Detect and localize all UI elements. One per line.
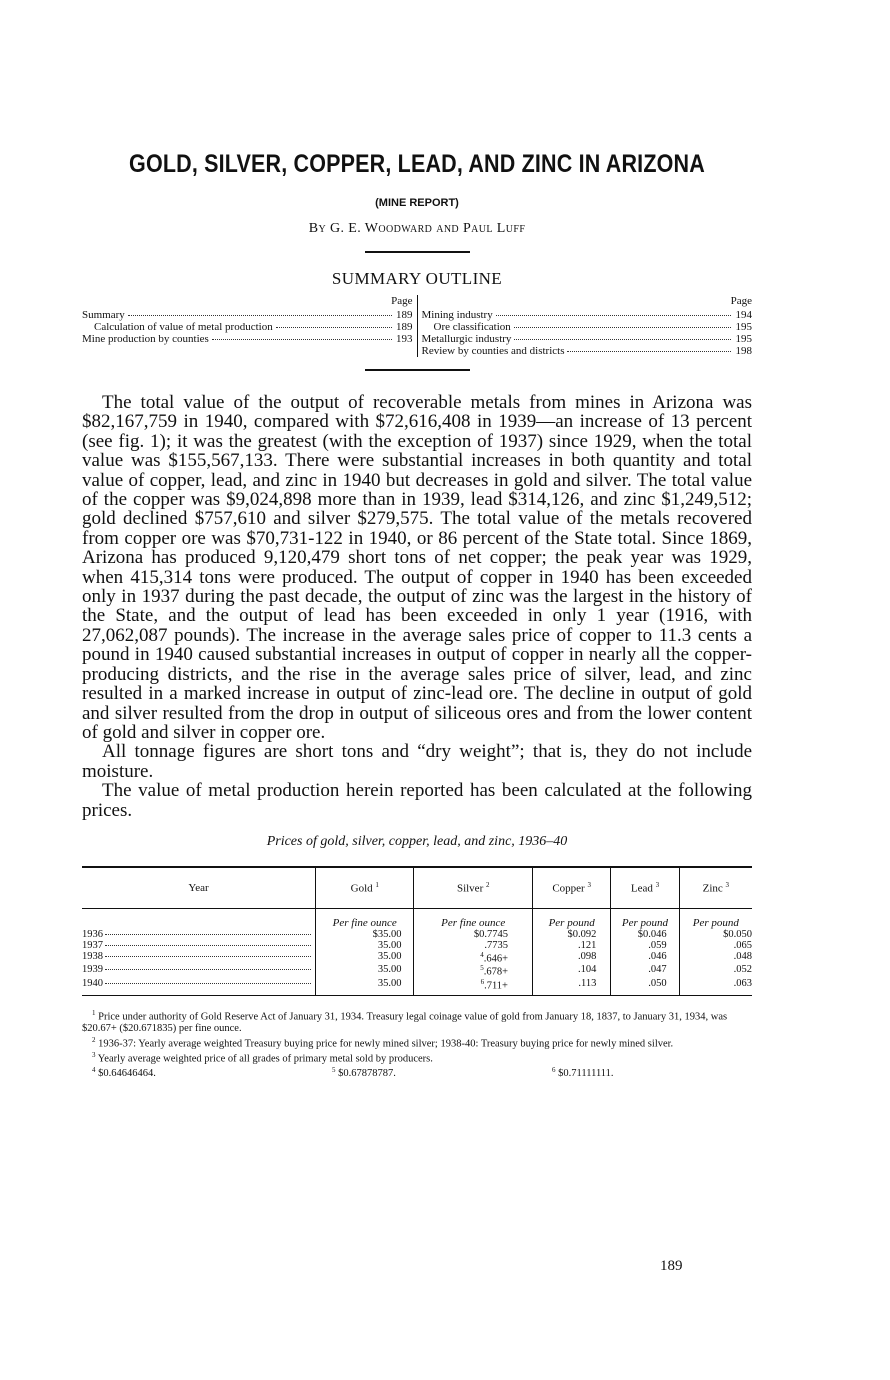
footnote-mark: 5 bbox=[332, 1065, 336, 1074]
table-header-row bbox=[82, 867, 752, 909]
dot-leader bbox=[128, 315, 392, 316]
dot-leader bbox=[567, 351, 731, 352]
table-row bbox=[82, 978, 752, 996]
dot-leader bbox=[276, 327, 392, 328]
page bbox=[82, 150, 752, 1080]
outline-item bbox=[422, 309, 753, 321]
copper-cell: $0.092 bbox=[532, 929, 610, 940]
year-cell bbox=[82, 951, 316, 965]
year-label bbox=[82, 978, 311, 989]
gold-cell: $35.00 bbox=[316, 929, 414, 940]
dot-leader bbox=[514, 339, 731, 340]
footnote-mark: 3 bbox=[587, 881, 591, 890]
zinc-cell: .063 bbox=[679, 978, 752, 996]
outline-item-page: 195 bbox=[735, 333, 752, 345]
column-header bbox=[679, 867, 752, 909]
year-cell bbox=[82, 940, 316, 951]
zinc-cell: $0.050 bbox=[679, 929, 752, 940]
column-header-label: Year bbox=[188, 881, 209, 894]
footnote-mark: 1 bbox=[92, 1009, 96, 1018]
prices-table bbox=[82, 866, 752, 997]
silver-value: .711+ bbox=[484, 980, 508, 992]
table-cell bbox=[82, 908, 316, 929]
dot-leader bbox=[105, 969, 311, 970]
silver-cell bbox=[414, 940, 533, 951]
column-header-label: Copper bbox=[552, 882, 585, 895]
gold-cell: 35.00 bbox=[316, 978, 414, 996]
outline-right-column bbox=[418, 295, 753, 357]
year-text: 1936 bbox=[82, 928, 103, 940]
footnote-text: $0.64646464. bbox=[98, 1068, 156, 1080]
paragraph: All tonnage figures are short tons and “dry weight”; that is, they do not include moisture. bbox=[82, 741, 752, 782]
outline-left-column bbox=[82, 295, 418, 357]
footnote-mark: 3 bbox=[725, 881, 730, 890]
year-text: 1939 bbox=[82, 964, 103, 976]
body-text bbox=[82, 393, 752, 820]
silver-value: .646+ bbox=[483, 953, 508, 965]
dot-leader bbox=[105, 945, 311, 946]
outline-item bbox=[82, 333, 413, 345]
table-row bbox=[82, 929, 752, 940]
page-column-label: Page bbox=[391, 295, 413, 307]
year-label bbox=[82, 940, 311, 951]
unit-cell: Per fine ounce bbox=[414, 908, 533, 929]
year-cell bbox=[82, 964, 316, 978]
footnote bbox=[82, 1035, 752, 1050]
dot-leader bbox=[105, 956, 311, 957]
unit-cell: Per pound bbox=[532, 908, 610, 929]
footnote-mark: 2 bbox=[485, 881, 490, 890]
silver-value: .678+ bbox=[483, 966, 508, 978]
outline-item-page: 194 bbox=[735, 309, 752, 321]
divider bbox=[365, 251, 470, 253]
column-header-label: Zinc bbox=[702, 882, 723, 895]
footnote-text: Price under authority of Gold Reserve Act of January 31, 1934. Treasury legal coinage value of gold from January 18, 1837, to January 31, 1934, was $20.67+ ($20.671835) per fine ounce. bbox=[82, 1011, 728, 1035]
year-text: 1940 bbox=[82, 977, 103, 989]
footnote-mark: 2 bbox=[92, 1035, 96, 1044]
outline-heading: SUMMARY OUTLINE bbox=[331, 269, 503, 288]
footnote bbox=[332, 1065, 552, 1080]
column-header-label: Lead bbox=[630, 882, 653, 895]
copper-cell: .098 bbox=[532, 951, 610, 965]
paragraph: The value of metal production herein reported has been calculated at the following prices. bbox=[82, 780, 752, 821]
column-header bbox=[316, 867, 414, 909]
outline-item bbox=[422, 345, 753, 357]
footnote-mark: 1 bbox=[375, 881, 379, 890]
footnote-mark: 4 bbox=[92, 1065, 96, 1074]
footnote-mark: 3 bbox=[92, 1050, 96, 1059]
year-label bbox=[82, 964, 311, 975]
unit-cell: Per pound bbox=[611, 908, 679, 929]
outline-item-label: Mining industry bbox=[421, 309, 493, 321]
year-label bbox=[82, 929, 311, 940]
silver-value: .7735 bbox=[484, 939, 508, 951]
gold-cell: 35.00 bbox=[316, 940, 414, 951]
unit-cell: Per fine ounce bbox=[316, 908, 414, 929]
outline-item-label: Review by counties and districts bbox=[421, 345, 565, 357]
subtitle: (MINE REPORT) bbox=[375, 197, 459, 209]
lead-cell: .046 bbox=[611, 951, 679, 965]
outline-item bbox=[422, 333, 753, 345]
outline-item-label: Calculation of value of metal production bbox=[94, 321, 273, 333]
column-header bbox=[414, 867, 533, 909]
outline-item bbox=[422, 321, 753, 333]
footnotes bbox=[82, 1008, 752, 1080]
footnote-text: 1936-37: Yearly average weighted Treasury buying price for newly mined silver; 1938-40: Treasury buying price for newly mined silver. bbox=[98, 1038, 674, 1050]
column-header-label: Silver bbox=[456, 882, 484, 895]
dot-leader bbox=[105, 934, 311, 935]
copper-cell: .113 bbox=[532, 978, 610, 996]
silver-cell bbox=[414, 978, 533, 996]
paragraph: The total value of the output of recoverable metals from mines in Arizona was $82,167,759 in 1940, compared with $72,616,408 in 1939—an increase of 13 percent (see fig. 1); it was the greatest (with the exception of 1937) since 1929, when the total value was $155,567,133. There were substantial increases in both quantity and total value of copper, lead, and zinc in 1940 but decreases in gold and silver. The total value of the copper was $9,024,898 more than in 1939, lead $314,126, and zinc $1,249,512; gold declined $757,610 and silver $279,575. The total value of the metals recovered from copper ore was $70,731-122 in 1940, or 86 percent of the State total. Since 1869, Arizona has produced 9,120,479 short tons of net copper; the peak year was 1929, when 415,314 tons were produced. The output of copper in 1940 has been exceeded only in 1937 during the past decade, the output of zinc was the largest in the history of the State, and the output of lead has been exceeded in only 1 year (1916, with 27,062,087 pounds). The increase in the average sales price of copper to 11.3 cents a pound in 1940 caused substantial increases in output of copper in nearly all the copper-producing districts, and the rise in the average sales price of silver, lead, and zinc resulted in a marked increase in output of zinc-lead ore. The decline in output of gold and silver resulted from the drop in output of siliceous ores and from the lower content of gold and silver in copper ore. bbox=[82, 392, 752, 743]
lead-cell: .059 bbox=[611, 940, 679, 951]
copper-cell: .104 bbox=[532, 964, 610, 978]
summary-outline bbox=[82, 295, 752, 357]
dot-leader bbox=[212, 339, 392, 340]
page-column-label: Page bbox=[730, 295, 752, 307]
footnote-mark: 4 bbox=[480, 950, 484, 959]
table-row bbox=[82, 951, 752, 965]
footnote-mark: 6 bbox=[552, 1065, 556, 1074]
outline-item-page: 189 bbox=[396, 309, 413, 321]
year-label bbox=[82, 951, 311, 962]
page-title: GOLD, SILVER, COPPER, LEAD, AND ZINC IN ARIZONA bbox=[129, 150, 705, 178]
lead-cell: $0.046 bbox=[611, 929, 679, 940]
footnote-line bbox=[82, 1065, 752, 1080]
table-row bbox=[82, 964, 752, 978]
silver-cell bbox=[414, 951, 533, 965]
outline-item-label: Ore classification bbox=[433, 321, 511, 333]
column-header-label: Gold bbox=[350, 882, 373, 895]
zinc-cell: .052 bbox=[679, 964, 752, 978]
table-caption: Prices of gold, silver, copper, lead, and zinc, 1936–40 bbox=[266, 833, 568, 849]
byline: By G. E. Woodward and Paul Luff bbox=[308, 221, 526, 236]
outline-item bbox=[82, 321, 413, 333]
silver-value: $0.7745 bbox=[473, 928, 508, 940]
lead-cell: .047 bbox=[611, 964, 679, 978]
footnote bbox=[82, 1050, 752, 1065]
footnote-mark: 3 bbox=[655, 881, 660, 890]
zinc-cell: .048 bbox=[679, 951, 752, 965]
year-cell bbox=[82, 978, 316, 996]
dot-leader bbox=[496, 315, 731, 316]
divider bbox=[365, 369, 470, 371]
outline-item-page: 189 bbox=[396, 321, 413, 333]
silver-cell bbox=[414, 929, 533, 940]
units-row bbox=[82, 908, 752, 929]
footnote bbox=[82, 1008, 752, 1035]
page-number: 189 bbox=[660, 1258, 683, 1274]
outline-item-label: Summary bbox=[82, 309, 125, 321]
footnote-mark: 6 bbox=[480, 977, 485, 986]
footnote-text: Yearly average weighted price of all grades of primary metal sold by producers. bbox=[97, 1053, 433, 1065]
zinc-cell: .065 bbox=[679, 940, 752, 951]
footnote-text: $0.71111111. bbox=[558, 1068, 614, 1080]
gold-cell: 35.00 bbox=[316, 964, 414, 978]
outline-item-label: Metallurgic industry bbox=[421, 333, 512, 345]
footnote-mark: 5 bbox=[480, 964, 484, 973]
column-header bbox=[82, 867, 316, 909]
silver-cell bbox=[414, 964, 533, 978]
year-cell bbox=[82, 929, 316, 940]
footnote-text: $0.67878787. bbox=[338, 1068, 396, 1080]
column-header bbox=[532, 867, 610, 909]
gold-cell: 35.00 bbox=[316, 951, 414, 965]
table-row bbox=[82, 940, 752, 951]
footnote bbox=[92, 1065, 332, 1080]
year-text: 1937 bbox=[82, 939, 103, 951]
year-text: 1938 bbox=[82, 950, 103, 962]
dot-leader bbox=[105, 983, 311, 984]
unit-cell: Per pound bbox=[679, 908, 752, 929]
outline-item-page: 193 bbox=[396, 333, 413, 345]
footnote bbox=[552, 1065, 614, 1080]
copper-cell: .121 bbox=[532, 940, 610, 951]
lead-cell: .050 bbox=[611, 978, 679, 996]
column-header bbox=[611, 867, 679, 909]
outline-item-page: 198 bbox=[735, 345, 752, 357]
outline-item-label: Mine production by counties bbox=[82, 333, 209, 345]
outline-item bbox=[82, 309, 413, 321]
dot-leader bbox=[514, 327, 731, 328]
outline-item-page: 195 bbox=[735, 321, 752, 333]
